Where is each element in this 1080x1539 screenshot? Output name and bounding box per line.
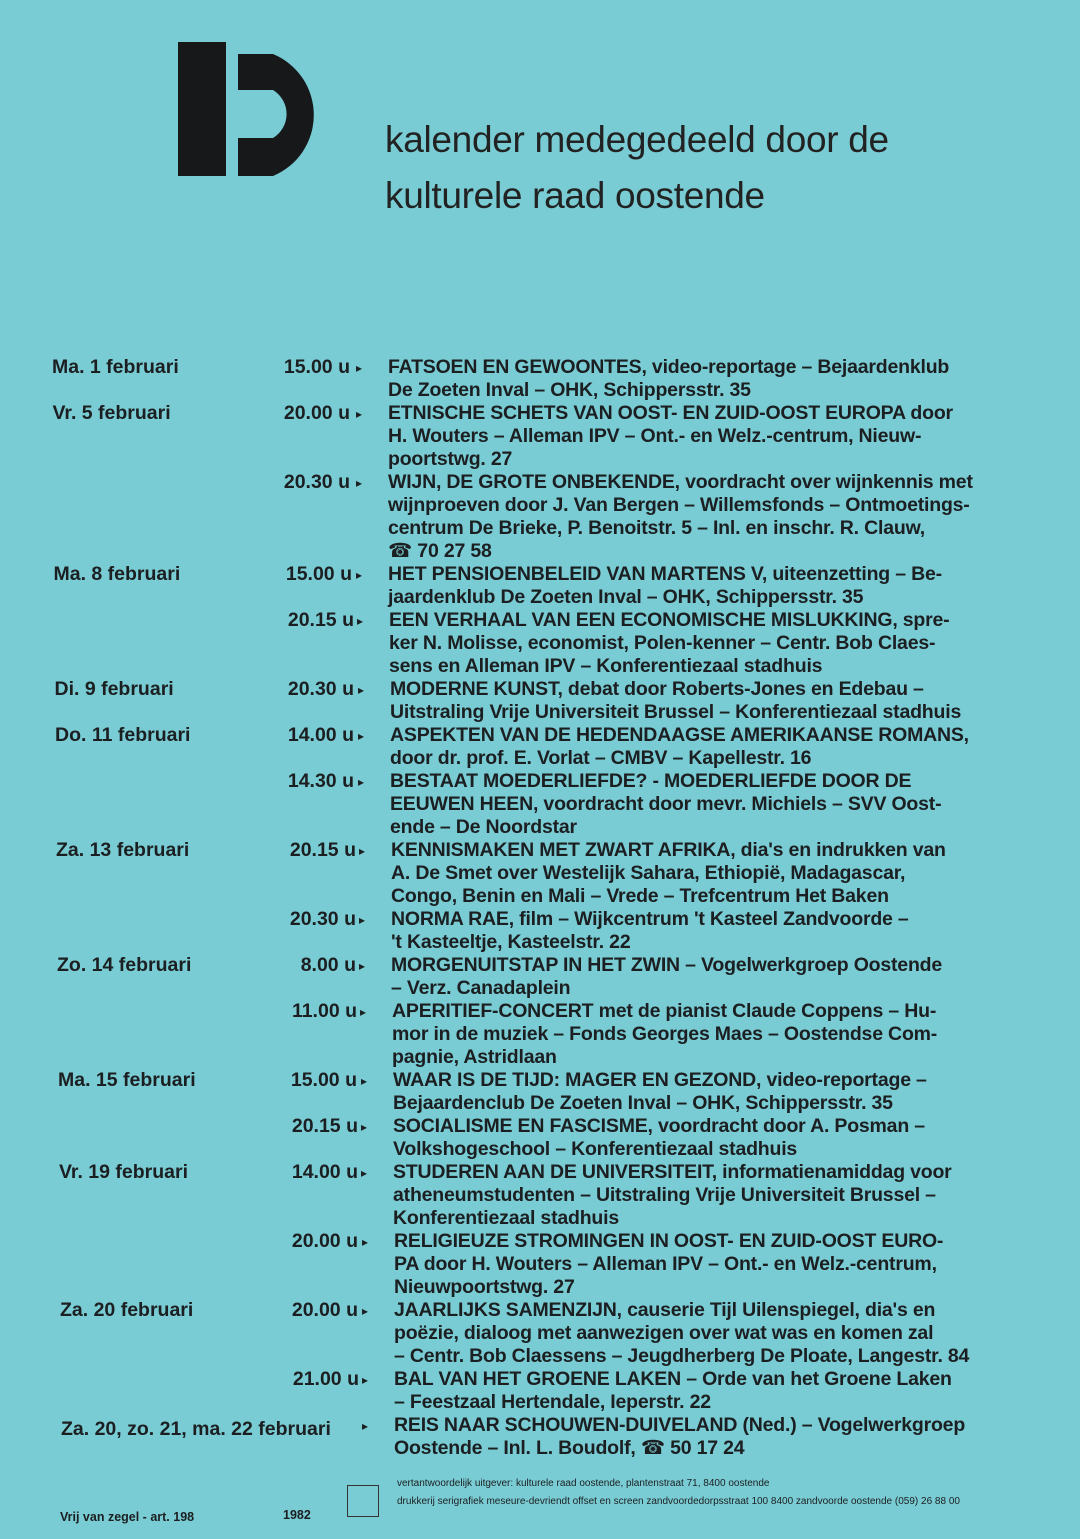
arrow-icon: ▸ <box>356 476 363 490</box>
publisher-note: vertantwoordelijk uitgever: kulturele raad oostende, plantenstraat 71, 8400 oostende <box>397 1478 770 1489</box>
header-line-2: kulturele raad oostende <box>385 175 765 216</box>
event-description: STUDEREN AAN DE UNIVERSITEIT, informatienamiddag voor atheneumstudenten – Uitstraling Vrije Universiteit Brussel – Konferentiezaal stadhuis <box>393 1161 952 1229</box>
arrow-icon: ▸ <box>356 407 363 421</box>
event-date: Di. 9 februari <box>54 678 174 700</box>
arrow-icon: ▸ <box>362 1235 369 1249</box>
stamp-note: Vrij van zegel - art. 198 <box>60 1510 195 1524</box>
event-time: 11.00 u <box>291 1000 357 1022</box>
event-description: ETNISCHE SCHETS VAN OOST- EN ZUID-OOST EUROPA door H. Wouters – Alleman IPV – Ont.- en Welz.-centrum, Nieuw- poortstwg. 27 <box>388 402 953 470</box>
event-date: Ma. 1 februari <box>52 356 179 378</box>
event-time: 20.30 u <box>287 678 354 700</box>
arrow-icon: ▸ <box>358 775 365 789</box>
event-date: Za. 20, zo. 21, ma. 22 februari <box>61 1418 331 1440</box>
event-time: 15.00 u <box>285 563 352 585</box>
event-time: 20.00 u <box>291 1299 358 1321</box>
arrow-icon: ▸ <box>359 913 366 927</box>
event-date: Vr. 19 februari <box>59 1161 188 1183</box>
event-description: BAL VAN HET GROENE LAKEN – Orde van het Groene Laken – Feestzaal Hertendale, Ieperstr. 22 <box>394 1368 952 1413</box>
event-date: Do. 11 februari <box>55 724 191 746</box>
event-time: 15.00 u <box>290 1069 357 1091</box>
event-time: 20.15 u <box>289 839 356 861</box>
small-logo-mark <box>347 1485 379 1517</box>
event-description: APERITIEF-CONCERT met de pianist Claude Coppens – Hu- mor in de muziek – Fonds Georges Maes – Oostendse Com- pagnie, Astridlaan <box>392 1000 938 1068</box>
arrow-icon: ▸ <box>362 1373 369 1387</box>
header <box>385 112 889 224</box>
event-date: Za. 20 februari <box>60 1299 194 1321</box>
event-description: REIS NAAR SCHOUWEN-DUIVELAND (Ned.) – Vogelwerkgroep Oostende – Inl. L. Boudolf, ☎ 50 17 24 <box>394 1414 966 1459</box>
arrow-icon: ▸ <box>361 1120 368 1134</box>
event-description: FATSOEN EN GEWOONTES, video-reportage – Bejaardenklub De Zoeten Inval – OHK, Schippersstr. 35 <box>388 356 950 401</box>
printer-note: drukkerij serigrafiek meseure-devriendt offset en screen zandvoordedorpsstraat 100 8400 zandvoorde oostende (059) 26 88 00 <box>397 1496 960 1507</box>
arrow-icon: ▸ <box>356 568 363 582</box>
event-time: 20.00 u <box>283 402 350 424</box>
event-time: 20.15 u <box>287 609 354 631</box>
arrow-icon: ▸ <box>360 1005 367 1019</box>
event-description: NORMA RAE, film – Wijkcentrum 't Kasteel Zandvoorde – 't Kasteeltje, Kasteelstr. 22 <box>391 908 909 953</box>
event-date: Za. 13 februari <box>56 839 190 861</box>
year: 1982 <box>283 1508 311 1522</box>
event-time: 8.00 u <box>300 954 356 976</box>
event-description: KENNISMAKEN MET ZWART AFRIKA, dia's en indrukken van A. De Smet over Westelijk Sahara, Ethiopië, Madagascar, Congo, Benin en Mali – Vrede – Trefcentrum Het Baken <box>391 839 946 907</box>
event-date: Zo. 14 februari <box>57 954 192 976</box>
arrow-icon: ▸ <box>361 1074 368 1088</box>
arrow-icon: ▸ <box>362 1304 369 1318</box>
event-time: 20.30 u <box>283 471 350 493</box>
event-description: JAARLIJKS SAMENZIJN, causerie Tijl Uilenspiegel, dia's en poëzie, dialoog met aanwezigen over wat was en komen zal – Centr. Bob Claessens – Jeugdherberg De Ploate, Langestr. 84 <box>394 1299 970 1367</box>
kulturele-raad-logo <box>178 42 354 176</box>
event-time: 20.00 u <box>291 1230 358 1252</box>
arrow-icon: ▸ <box>362 1419 369 1433</box>
event-description: MODERNE KUNST, debat door Roberts-Jones en Edebau – Uitstraling Vrije Universiteit Brussel – Konferentiezaal stadhuis <box>390 678 962 723</box>
event-time: 15.00 u <box>283 356 350 378</box>
event-description: WIJN, DE GROTE ONBEKENDE, voordracht over wijnkennis met wijnproeven door J. Van Bergen – Willemsfonds – Ontmoetings- centrum De Brieke, P. Benoitstr. 5 – Inl. en inschr. R. Clauw, ☎ 70 27 58 <box>388 471 973 562</box>
event-time: 20.15 u <box>291 1115 358 1137</box>
event-date: Ma. 15 februari <box>58 1069 196 1091</box>
arrow-icon: ▸ <box>358 729 365 743</box>
event-time: 14.00 u <box>287 724 354 746</box>
event-time: 14.00 u <box>291 1161 358 1183</box>
arrow-icon: ▸ <box>357 614 364 628</box>
arrow-icon: ▸ <box>361 1166 368 1180</box>
event-time: 14.30 u <box>287 770 354 792</box>
event-description: EEN VERHAAL VAN EEN ECONOMISCHE MISLUKKING, spre- ker N. Molisse, economist, Polen-kenner – Centr. Bob Claes- sens en Alleman IPV – Konferentiezaal stadhuis <box>389 609 950 677</box>
event-date: Ma. 8 februari <box>53 563 181 585</box>
event-date: Vr. 5 februari <box>52 402 171 424</box>
event-description: RELIGIEUZE STROMINGEN IN OOST- EN ZUID-OOST EURO- PA door H. Wouters – Alleman IPV – Ont.- en Welz.-centrum, Nieuwpoortstwg. 27 <box>394 1230 944 1298</box>
event-description: MORGENUITSTAP IN HET ZWIN – Vogelwerkgroep Oostende – Verz. Canadaplein <box>391 954 943 999</box>
event-time: 20.30 u <box>289 908 356 930</box>
arrow-icon: ▸ <box>359 959 366 973</box>
arrow-icon: ▸ <box>359 844 366 858</box>
event-description: WAAR IS DE TIJD: MAGER EN GEZOND, video-reportage – Bejaardenclub De Zoeten Inval – OHK, Schippersstr. 35 <box>393 1069 927 1114</box>
event-description: SOCIALISME EN FASCISME, voordracht door A. Posman – Volkshogeschool – Konferentiezaal stadhuis <box>393 1115 925 1160</box>
arrow-icon: ▸ <box>358 683 365 697</box>
event-time: 21.00 u <box>292 1368 359 1390</box>
event-description: BESTAAT MOEDERLIEFDE? - MOEDERLIEFDE DOOR DE EEUWEN HEEN, voordracht door mevr. Michiels – SVV Oost- ende – De Noordstar <box>390 770 942 838</box>
header-line-1: kalender medegedeeld door de <box>385 119 889 160</box>
event-description: HET PENSIOENBELEID VAN MARTENS V, uiteenzetting – Be- jaardenklub De Zoeten Inval – OHK, Schippersstr. 35 <box>388 563 942 608</box>
arrow-icon: ▸ <box>356 361 363 375</box>
event-description: ASPEKTEN VAN DE HEDENDAAGSE AMERIKAANSE ROMANS, door dr. prof. E. Vorlat – CMBV – Kapellestr. 16 <box>390 724 969 769</box>
